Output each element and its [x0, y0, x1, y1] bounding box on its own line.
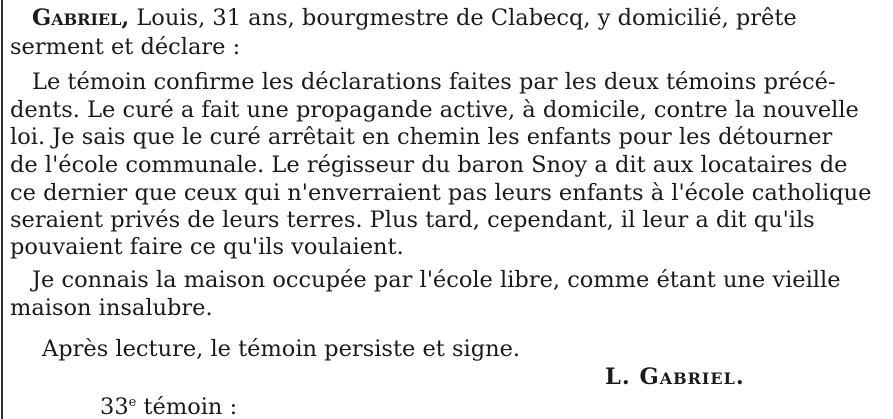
witness-name: Gabriel, — [32, 5, 130, 31]
witness-number: 33 — [100, 394, 129, 419]
left-margin-rule — [1, 0, 3, 419]
oath-line: serment et déclare : — [10, 34, 241, 60]
next-witness-heading — [100, 393, 237, 419]
statement-line: dents. Le curé a fait une propagande active, à domicile, contre la nouvelle — [10, 97, 859, 123]
statement-line: Le témoin confirme les déclarations faites par les deux témoins précé- — [32, 69, 836, 95]
statement-line: ce dernier que ceux qui n'enverraient pas leurs enfants à l'école catholique — [10, 180, 872, 206]
witness-label: témoin : — [136, 394, 238, 419]
statement-line: maison insalubre. — [10, 295, 213, 321]
statement-line: loi. Je sais que le curé arrêtait en chemin les enfants pour les détourner — [10, 124, 833, 150]
statement-line: Je connais la maison occupée par l'école libre, comme étant une vieille — [32, 267, 841, 293]
statement-line: seraient privés de leurs terres. Plus tard, cependant, il leur a dit qu'ils — [10, 207, 815, 233]
statement-line: de l'école communale. Le régisseur du baron Snoy a dit aux locataires de — [10, 152, 848, 178]
signature: L. Gabriel. — [605, 364, 745, 390]
testimony-heading-line — [32, 4, 797, 32]
ordinal-suffix: e — [128, 395, 137, 410]
closing-line: Après lecture, le témoin persiste et signe. — [42, 336, 521, 362]
witness-details: Louis, 31 ans, bourgmestre de Clabecq, y domicilié, prête — [129, 5, 797, 31]
statement-line: pouvaient faire ce qu'ils voulaient. — [10, 234, 404, 260]
